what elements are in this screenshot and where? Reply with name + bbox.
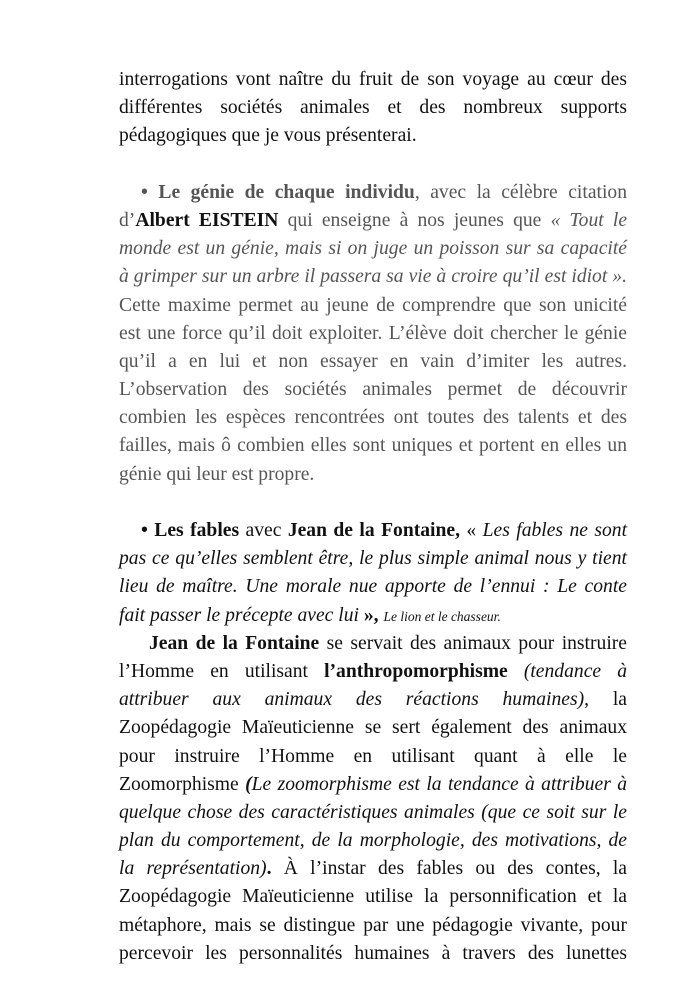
paragraph-fables xyxy=(119,517,627,630)
text-line xyxy=(119,658,627,686)
bullet-icon: • xyxy=(141,520,148,541)
author-name: Albert EISTEIN xyxy=(135,209,279,231)
text-line xyxy=(119,179,627,207)
body-text xyxy=(119,66,627,968)
text-line: percevoir les personnalités humaines à travers des lunettes xyxy=(119,942,627,964)
paragraph-genie xyxy=(119,179,627,489)
text-line: Cette maxime permet au jeune de comprendre que son unicité xyxy=(119,294,627,316)
definition-text: (tendance à xyxy=(507,660,628,682)
text-line: L’observation des sociétés animales permet de découvrir xyxy=(119,379,627,401)
text-span: », xyxy=(358,604,384,626)
text-line: Zoopédagogie Maïeuticienne se sert également des animaux xyxy=(119,717,627,739)
text-line: est une force qu’il doit exploiter. L’élève doit chercher le génie xyxy=(119,322,627,344)
text-span: d’ xyxy=(119,209,136,231)
definition-text: Le zoomorphisme est la tendance à attribuer à xyxy=(251,773,627,795)
text-line: Zoopédagogie Maïeuticienne utilise la personnification et la xyxy=(119,886,627,908)
text-line: pour instruire l’Homme en utilisant quant à elle le xyxy=(119,745,627,767)
paragraph-gap xyxy=(119,489,627,517)
definition-text: la représentation) xyxy=(119,858,267,880)
text-span: l’Homme en utilisant xyxy=(119,660,325,682)
definition-line: quelque chose des caractéristiques animales (que ce soit sur le xyxy=(119,801,627,823)
text-line xyxy=(119,630,627,658)
text-span: avec xyxy=(239,520,288,541)
text-line: qu’il a en lui et non essayer en vain d’imiter les autres. xyxy=(119,350,627,372)
text-line: interrogations vont naître du fruit de son voyage au cœur des xyxy=(119,69,627,90)
paragraph-gap xyxy=(119,151,627,179)
text-span: À l’instar des fables ou des contes, la xyxy=(271,858,628,880)
text-line: combien les espèces rencontrées ont toutes des talents et des xyxy=(119,407,627,429)
text-span: « xyxy=(460,520,483,541)
quote-line: à grimper sur un arbre il passera sa vie à croire qu’il est idiot ». xyxy=(119,266,627,288)
section-title: Les fables xyxy=(154,520,240,541)
paragraph-zoomorphisme xyxy=(119,630,627,968)
text-line xyxy=(119,207,627,235)
text-span: se servait des animaux pour instruire xyxy=(319,632,627,654)
quote-text: Les fables ne sont xyxy=(482,520,628,541)
text-span: ( xyxy=(245,773,252,795)
text-span: . xyxy=(266,858,272,880)
definition-line: plan du comportement, de la morphologie, des motivations, de xyxy=(119,830,627,852)
quote-text: fait passer le précepte avec lui xyxy=(119,604,359,626)
quote-line: pas ce qu’elles semblent être, le plus simple animal nous y tient xyxy=(119,548,627,570)
key-term: l’anthropomorphisme xyxy=(324,660,508,682)
quote-line: monde est un génie, mais si on juge un poisson sur sa capacité xyxy=(119,238,627,260)
paragraph-intro-continuation xyxy=(119,66,627,151)
text-span: Zoomorphisme xyxy=(119,773,246,795)
definition-text: attribuer aux animaux des réactions humaines) xyxy=(119,689,585,711)
text-span: , avec la célèbre citation xyxy=(414,181,627,203)
quote-line: lieu de maître. Une morale nue apporte de l’ennui : Le conte xyxy=(119,576,627,598)
text-line: génie qui leur est propre. xyxy=(119,463,315,485)
bullet-icon: • xyxy=(141,181,148,203)
text-line: failles, mais ô combien elles sont uniques et portent en elles un xyxy=(119,435,627,457)
source-citation: Le lion et le chasseur. xyxy=(383,608,501,624)
quote-text: « Tout le xyxy=(550,209,628,231)
text-line: différentes sociétés animales et des nombreux supports xyxy=(119,97,627,119)
text-span: qui enseigne à nos jeunes que xyxy=(278,209,551,231)
text-line xyxy=(119,517,627,545)
text-line xyxy=(119,855,627,883)
text-line xyxy=(119,686,627,714)
text-line xyxy=(119,771,627,799)
text-line: pédagogiques que je vous présenterai. xyxy=(119,125,417,147)
author-name: Jean de la Fontaine, xyxy=(287,520,460,541)
text-span: , la xyxy=(584,689,628,711)
section-title: Le génie de chaque individu xyxy=(158,181,415,203)
text-line: métaphore, mais se distingue par une pédagogie vivante, pour xyxy=(119,914,627,936)
author-name: Jean de la Fontaine xyxy=(149,632,320,654)
text-line xyxy=(119,602,627,630)
